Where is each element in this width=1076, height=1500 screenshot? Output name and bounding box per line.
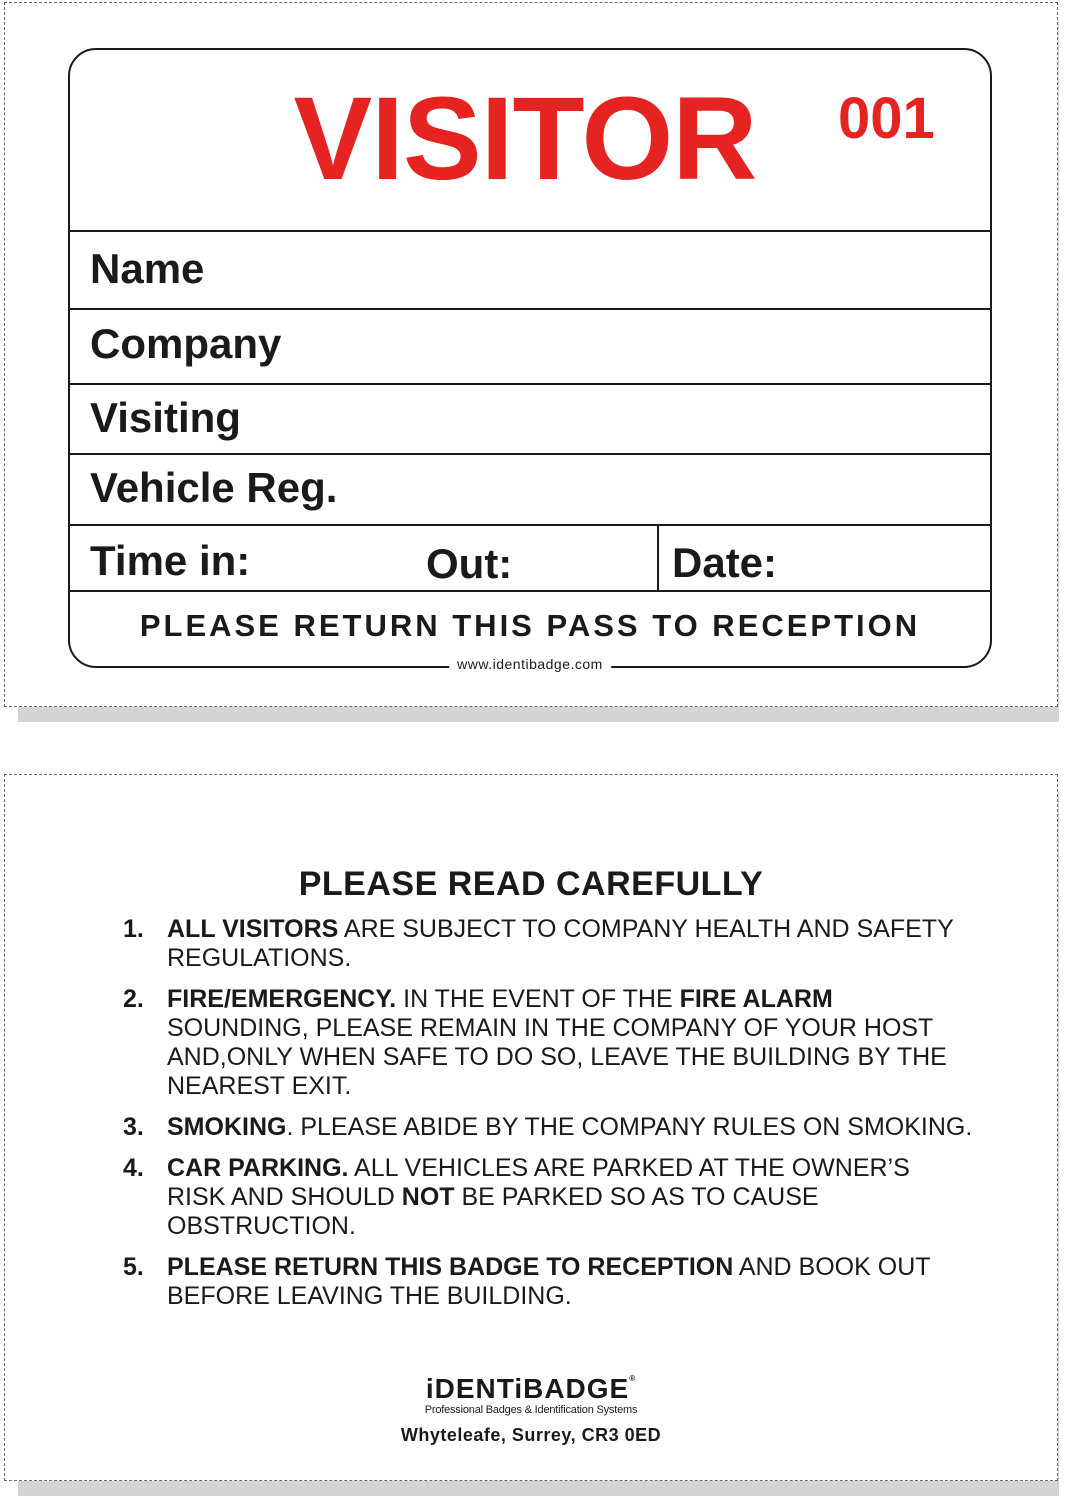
field-name-label: Name (90, 245, 205, 292)
rule-text: . PLEASE ABIDE BY THE COMPANY RULES ON SMOKING. (286, 1113, 973, 1141)
badge-number: 001 (838, 86, 935, 151)
website-link: www.identibadge.com (449, 657, 611, 671)
visitor-badge (68, 48, 992, 672)
rule-text: ARE SUBJECT TO COMPANY HEALTH AND SAFETY REGULATIONS. (167, 915, 954, 972)
rule-item (123, 985, 973, 1101)
rule-text: IN THE EVENT OF THE (396, 985, 680, 1013)
company-address: Whyteleafe, Surrey, CR3 0ED (400, 1425, 662, 1445)
rule-item (123, 1154, 973, 1241)
rule-bold: PLEASE RETURN THIS BADGE TO RECEPTION (167, 1253, 734, 1281)
rule-number: 5. (123, 1253, 144, 1281)
logo-tagline: Professional Badges & Identification Systems (424, 1404, 638, 1416)
registered-mark: ® (629, 1374, 637, 1383)
divider-company (70, 383, 990, 385)
divider-name (70, 308, 990, 310)
field-out-label: Out: (426, 540, 513, 587)
rule-number: 3. (123, 1113, 144, 1141)
rule-number: 1. (123, 915, 144, 943)
back-card (4, 774, 1058, 1481)
logo-wordmark: iDENTiBADGE (425, 1373, 630, 1404)
rule-item (123, 915, 973, 973)
field-vehicle-reg-label: Vehicle Reg. (90, 464, 338, 511)
rule-number: 4. (123, 1154, 144, 1182)
rule-bold: SMOKING (167, 1113, 287, 1141)
divider-footer (70, 590, 990, 592)
rule-bold: FIRE ALARM (679, 985, 833, 1013)
rule-text: AND BOOK OUT BEFORE LEAVING THE BUILDING. (167, 1253, 931, 1310)
divider-visiting (70, 453, 990, 455)
front-card (4, 2, 1058, 707)
divider-vehicle (70, 524, 990, 526)
rules-list (123, 915, 973, 1323)
field-time-in-label: Time in: (90, 537, 251, 584)
field-date-label: Date: (672, 539, 778, 586)
divider-date (657, 524, 659, 590)
rule-item (123, 1113, 973, 1142)
field-visiting-label: Visiting (90, 394, 241, 441)
field-company-label: Company (90, 320, 282, 367)
rule-number: 2. (123, 985, 144, 1013)
rule-item (123, 1253, 973, 1311)
divider-header (70, 230, 990, 232)
identibadge-logo (5, 1375, 1057, 1446)
badge-title: VISITOR (293, 73, 757, 205)
return-note: PLEASE RETURN THIS PASS TO RECEPTION (139, 608, 921, 643)
rule-bold: NOT (401, 1183, 455, 1211)
back-title: PLEASE READ CAREFULLY (298, 865, 764, 903)
rule-bold: ALL VISITORS (167, 915, 339, 943)
rule-bold: FIRE/EMERGENCY. (167, 985, 397, 1013)
rule-bold: CAR PARKING. (167, 1154, 349, 1182)
rule-text: SOUNDING, PLEASE REMAIN IN THE COMPANY OF YOUR HOST AND,ONLY WHEN SAFE TO DO SO, LEAVE THE BUILDING BY THE NEAREST EXIT. (167, 1014, 947, 1100)
rule-text: ALL VEHICLES ARE PARKED AT THE OWNER’S RISK AND SHOULD (167, 1154, 910, 1211)
rule-text: BE PARKED SO AS TO CAUSE OBSTRUCTION. (167, 1183, 819, 1240)
